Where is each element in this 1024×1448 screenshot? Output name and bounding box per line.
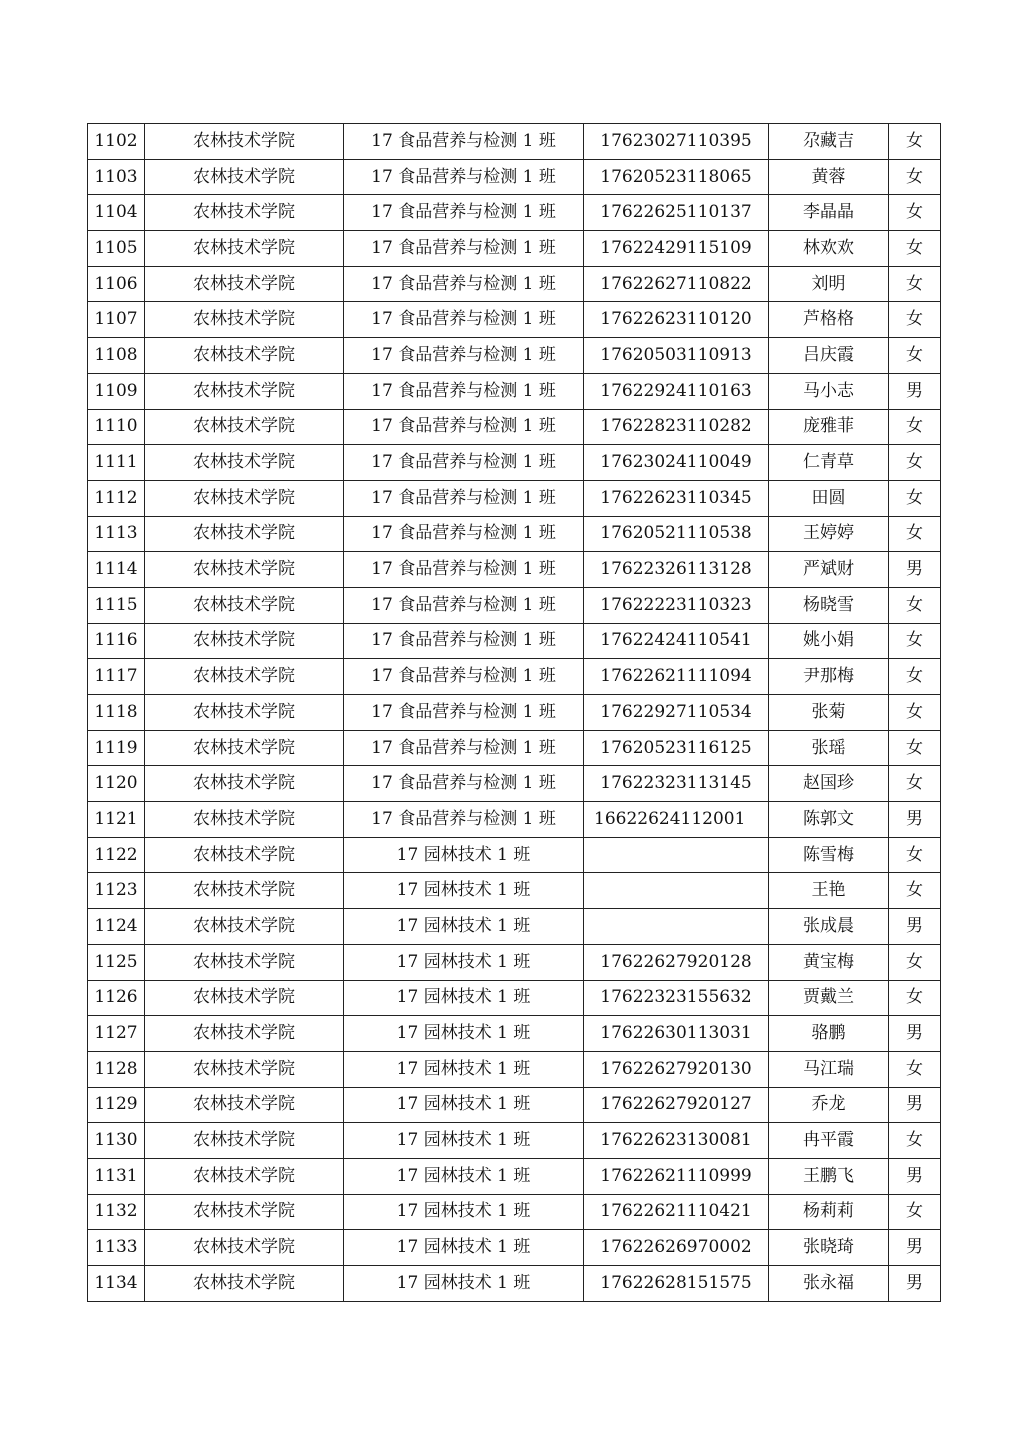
student-name-cell: 李晶晶 — [769, 195, 889, 231]
student-name-cell: 黄宝梅 — [769, 944, 889, 980]
class-cell: 17 食品营养与检测 1 班 — [344, 552, 584, 588]
student-name-cell: 乔龙 — [769, 1087, 889, 1123]
student-id-cell: 17623024110049 — [584, 445, 769, 481]
student-name-cell: 黄蓉 — [769, 159, 889, 195]
seq-cell: 1113 — [88, 516, 145, 552]
seq-cell: 1116 — [88, 623, 145, 659]
student-name-cell: 刘明 — [769, 266, 889, 302]
college-cell: 农林技术学院 — [145, 1158, 344, 1194]
class-cell: 17 园林技术 1 班 — [344, 873, 584, 909]
college-cell: 农林技术学院 — [145, 1194, 344, 1230]
student-name-cell: 张永福 — [769, 1266, 889, 1302]
table-row — [88, 124, 941, 160]
seq-cell: 1119 — [88, 730, 145, 766]
seq-cell: 1106 — [88, 266, 145, 302]
seq-cell: 1120 — [88, 766, 145, 802]
gender-cell: 女 — [889, 730, 941, 766]
student-id-cell: 17622323113145 — [584, 766, 769, 802]
college-cell: 农林技术学院 — [145, 980, 344, 1016]
table-row — [88, 980, 941, 1016]
student-name-cell: 张成晨 — [769, 909, 889, 945]
student-name-cell: 王艳 — [769, 873, 889, 909]
class-cell: 17 食品营养与检测 1 班 — [344, 159, 584, 195]
seq-cell: 1105 — [88, 231, 145, 267]
gender-cell: 女 — [889, 409, 941, 445]
class-cell: 17 园林技术 1 班 — [344, 1087, 584, 1123]
table-row — [88, 766, 941, 802]
table-row — [88, 1158, 941, 1194]
student-name-cell: 贾戴兰 — [769, 980, 889, 1016]
student-name-cell: 吕庆霞 — [769, 338, 889, 374]
seq-cell: 1114 — [88, 552, 145, 588]
college-cell: 农林技术学院 — [145, 516, 344, 552]
roster-table-body — [88, 124, 941, 1302]
college-cell: 农林技术学院 — [145, 302, 344, 338]
seq-cell: 1122 — [88, 837, 145, 873]
table-row — [88, 1051, 941, 1087]
table-row — [88, 623, 941, 659]
student-id-cell: 17622630113031 — [584, 1016, 769, 1052]
class-cell: 17 园林技术 1 班 — [344, 1230, 584, 1266]
class-cell: 17 园林技术 1 班 — [344, 1051, 584, 1087]
seq-cell: 1121 — [88, 802, 145, 838]
table-row — [88, 730, 941, 766]
seq-cell: 1127 — [88, 1016, 145, 1052]
student-id-cell: 17622623110120 — [584, 302, 769, 338]
class-cell: 17 食品营养与检测 1 班 — [344, 659, 584, 695]
table-row — [88, 837, 941, 873]
seq-cell: 1128 — [88, 1051, 145, 1087]
student-id-cell: 17622623130081 — [584, 1123, 769, 1159]
table-row — [88, 1194, 941, 1230]
table-row — [88, 231, 941, 267]
student-id-cell: 17622628151575 — [584, 1266, 769, 1302]
student-name-cell: 杨莉莉 — [769, 1194, 889, 1230]
table-row — [88, 409, 941, 445]
college-cell: 农林技术学院 — [145, 266, 344, 302]
student-name-cell: 陈雪梅 — [769, 837, 889, 873]
class-cell: 17 食品营养与检测 1 班 — [344, 480, 584, 516]
table-row — [88, 302, 941, 338]
table-row — [88, 1123, 941, 1159]
class-cell: 17 园林技术 1 班 — [344, 1194, 584, 1230]
gender-cell: 男 — [889, 1158, 941, 1194]
gender-cell: 女 — [889, 623, 941, 659]
table-row — [88, 338, 941, 374]
class-cell: 17 食品营养与检测 1 班 — [344, 730, 584, 766]
college-cell: 农林技术学院 — [145, 730, 344, 766]
student-id-cell: 17620523116125 — [584, 730, 769, 766]
student-id-cell: 17622323155632 — [584, 980, 769, 1016]
seq-cell: 1103 — [88, 159, 145, 195]
college-cell: 农林技术学院 — [145, 124, 344, 160]
table-row — [88, 480, 941, 516]
table-row — [88, 659, 941, 695]
college-cell: 农林技术学院 — [145, 480, 344, 516]
student-id-cell: 17622627920128 — [584, 944, 769, 980]
seq-cell: 1117 — [88, 659, 145, 695]
student-id-cell: 17622623110345 — [584, 480, 769, 516]
student-name-cell: 芦格格 — [769, 302, 889, 338]
table-row — [88, 195, 941, 231]
gender-cell: 男 — [889, 1266, 941, 1302]
seq-cell: 1111 — [88, 445, 145, 481]
gender-cell: 男 — [889, 909, 941, 945]
student-id-cell: 17622429115109 — [584, 231, 769, 267]
class-cell: 17 食品营养与检测 1 班 — [344, 766, 584, 802]
student-name-cell: 骆鹏 — [769, 1016, 889, 1052]
class-cell: 17 食品营养与检测 1 班 — [344, 124, 584, 160]
seq-cell: 1104 — [88, 195, 145, 231]
college-cell: 农林技术学院 — [145, 1123, 344, 1159]
table-row — [88, 587, 941, 623]
gender-cell: 女 — [889, 338, 941, 374]
gender-cell: 女 — [889, 480, 941, 516]
class-cell: 17 食品营养与检测 1 班 — [344, 373, 584, 409]
seq-cell: 1129 — [88, 1087, 145, 1123]
class-cell: 17 园林技术 1 班 — [344, 944, 584, 980]
college-cell: 农林技术学院 — [145, 552, 344, 588]
gender-cell: 女 — [889, 231, 941, 267]
table-row — [88, 552, 941, 588]
college-cell: 农林技术学院 — [145, 159, 344, 195]
gender-cell: 女 — [889, 302, 941, 338]
student-id-cell — [584, 909, 769, 945]
gender-cell: 女 — [889, 195, 941, 231]
student-id-cell: 17622625110137 — [584, 195, 769, 231]
student-name-cell: 马小志 — [769, 373, 889, 409]
gender-cell: 男 — [889, 1016, 941, 1052]
seq-cell: 1115 — [88, 587, 145, 623]
student-name-cell: 张菊 — [769, 695, 889, 731]
college-cell: 农林技术学院 — [145, 445, 344, 481]
seq-cell: 1131 — [88, 1158, 145, 1194]
student-id-cell: 17622626970002 — [584, 1230, 769, 1266]
college-cell: 农林技术学院 — [145, 195, 344, 231]
student-name-cell: 尕藏吉 — [769, 124, 889, 160]
college-cell: 农林技术学院 — [145, 1230, 344, 1266]
class-cell: 17 园林技术 1 班 — [344, 1158, 584, 1194]
gender-cell: 男 — [889, 1087, 941, 1123]
student-id-cell: 17622924110163 — [584, 373, 769, 409]
gender-cell: 女 — [889, 944, 941, 980]
class-cell: 17 园林技术 1 班 — [344, 1266, 584, 1302]
college-cell: 农林技术学院 — [145, 231, 344, 267]
student-id-cell: 17622627920130 — [584, 1051, 769, 1087]
class-cell: 17 食品营养与检测 1 班 — [344, 516, 584, 552]
table-row — [88, 373, 941, 409]
gender-cell: 女 — [889, 124, 941, 160]
college-cell: 农林技术学院 — [145, 695, 344, 731]
gender-cell: 男 — [889, 373, 941, 409]
seq-cell: 1112 — [88, 480, 145, 516]
table-row — [88, 802, 941, 838]
table-row — [88, 1087, 941, 1123]
class-cell: 17 食品营养与检测 1 班 — [344, 445, 584, 481]
gender-cell: 女 — [889, 1051, 941, 1087]
student-name-cell: 赵国珍 — [769, 766, 889, 802]
table-row — [88, 909, 941, 945]
class-cell: 17 园林技术 1 班 — [344, 1123, 584, 1159]
class-cell: 17 园林技术 1 班 — [344, 980, 584, 1016]
gender-cell: 女 — [889, 873, 941, 909]
class-cell: 17 食品营养与检测 1 班 — [344, 266, 584, 302]
seq-cell: 1126 — [88, 980, 145, 1016]
class-cell: 17 食品营养与检测 1 班 — [344, 623, 584, 659]
college-cell: 农林技术学院 — [145, 944, 344, 980]
college-cell: 农林技术学院 — [145, 338, 344, 374]
seq-cell: 1110 — [88, 409, 145, 445]
table-row — [88, 159, 941, 195]
student-id-cell: 17622621111094 — [584, 659, 769, 695]
student-name-cell: 杨晓雪 — [769, 587, 889, 623]
college-cell: 农林技术学院 — [145, 837, 344, 873]
seq-cell: 1132 — [88, 1194, 145, 1230]
student-name-cell: 仁青草 — [769, 445, 889, 481]
college-cell: 农林技术学院 — [145, 1087, 344, 1123]
student-name-cell: 林欢欢 — [769, 231, 889, 267]
table-row — [88, 944, 941, 980]
class-cell: 17 食品营养与检测 1 班 — [344, 338, 584, 374]
class-cell: 17 食品营养与检测 1 班 — [344, 302, 584, 338]
student-id-cell: 17622326113128 — [584, 552, 769, 588]
class-cell: 17 食品营养与检测 1 班 — [344, 231, 584, 267]
table-row — [88, 1230, 941, 1266]
gender-cell: 女 — [889, 1123, 941, 1159]
student-name-cell: 尹那梅 — [769, 659, 889, 695]
table-row — [88, 695, 941, 731]
college-cell: 农林技术学院 — [145, 766, 344, 802]
seq-cell: 1123 — [88, 873, 145, 909]
student-id-cell: 17622927110534 — [584, 695, 769, 731]
seq-cell: 1118 — [88, 695, 145, 731]
class-cell: 17 食品营养与检测 1 班 — [344, 587, 584, 623]
gender-cell: 女 — [889, 445, 941, 481]
student-id-cell: 17622424110541 — [584, 623, 769, 659]
college-cell: 农林技术学院 — [145, 873, 344, 909]
gender-cell: 女 — [889, 766, 941, 802]
gender-cell: 女 — [889, 837, 941, 873]
class-cell: 17 园林技术 1 班 — [344, 909, 584, 945]
class-cell: 17 园林技术 1 班 — [344, 837, 584, 873]
gender-cell: 女 — [889, 159, 941, 195]
student-id-cell: 17622621110421 — [584, 1194, 769, 1230]
gender-cell: 男 — [889, 802, 941, 838]
seq-cell: 1108 — [88, 338, 145, 374]
gender-cell: 女 — [889, 659, 941, 695]
seq-cell: 1109 — [88, 373, 145, 409]
table-row — [88, 873, 941, 909]
gender-cell: 女 — [889, 587, 941, 623]
college-cell: 农林技术学院 — [145, 587, 344, 623]
college-cell: 农林技术学院 — [145, 802, 344, 838]
student-name-cell: 张晓琦 — [769, 1230, 889, 1266]
student-id-cell: 17622823110282 — [584, 409, 769, 445]
student-roster-table — [87, 123, 941, 1302]
student-id-cell: 17622223110323 — [584, 587, 769, 623]
student-name-cell: 张瑶 — [769, 730, 889, 766]
class-cell: 17 食品营养与检测 1 班 — [344, 195, 584, 231]
student-name-cell: 冉平霞 — [769, 1123, 889, 1159]
seq-cell: 1124 — [88, 909, 145, 945]
seq-cell: 1130 — [88, 1123, 145, 1159]
student-id-cell: 17620521110538 — [584, 516, 769, 552]
table-row — [88, 1016, 941, 1052]
seq-cell: 1102 — [88, 124, 145, 160]
seq-cell: 1134 — [88, 1266, 145, 1302]
table-row — [88, 445, 941, 481]
gender-cell: 男 — [889, 552, 941, 588]
gender-cell: 男 — [889, 1230, 941, 1266]
gender-cell: 女 — [889, 516, 941, 552]
student-name-cell: 田圆 — [769, 480, 889, 516]
student-id-cell: 16622624112001 — [584, 802, 769, 838]
college-cell: 农林技术学院 — [145, 1266, 344, 1302]
student-name-cell: 陈郭文 — [769, 802, 889, 838]
student-id-cell — [584, 873, 769, 909]
student-name-cell: 庞雅菲 — [769, 409, 889, 445]
class-cell: 17 食品营养与检测 1 班 — [344, 802, 584, 838]
student-id-cell: 17620523118065 — [584, 159, 769, 195]
college-cell: 农林技术学院 — [145, 659, 344, 695]
college-cell: 农林技术学院 — [145, 1016, 344, 1052]
student-name-cell: 马江瑞 — [769, 1051, 889, 1087]
class-cell: 17 园林技术 1 班 — [344, 1016, 584, 1052]
student-id-cell: 17622627920127 — [584, 1087, 769, 1123]
student-id-cell: 17622627110822 — [584, 266, 769, 302]
seq-cell: 1125 — [88, 944, 145, 980]
student-name-cell: 严斌财 — [769, 552, 889, 588]
table-row — [88, 516, 941, 552]
gender-cell: 女 — [889, 980, 941, 1016]
college-cell: 农林技术学院 — [145, 409, 344, 445]
gender-cell: 女 — [889, 1194, 941, 1230]
student-id-cell: 17622621110999 — [584, 1158, 769, 1194]
seq-cell: 1133 — [88, 1230, 145, 1266]
seq-cell: 1107 — [88, 302, 145, 338]
college-cell: 农林技术学院 — [145, 373, 344, 409]
gender-cell: 女 — [889, 695, 941, 731]
class-cell: 17 食品营养与检测 1 班 — [344, 409, 584, 445]
student-name-cell: 王鹏飞 — [769, 1158, 889, 1194]
table-row — [88, 1266, 941, 1302]
student-name-cell: 王婷婷 — [769, 516, 889, 552]
college-cell: 农林技术学院 — [145, 623, 344, 659]
student-id-cell: 17623027110395 — [584, 124, 769, 160]
student-name-cell: 姚小娟 — [769, 623, 889, 659]
student-id-cell — [584, 837, 769, 873]
gender-cell: 女 — [889, 266, 941, 302]
table-row — [88, 266, 941, 302]
student-id-cell: 17620503110913 — [584, 338, 769, 374]
college-cell: 农林技术学院 — [145, 1051, 344, 1087]
class-cell: 17 食品营养与检测 1 班 — [344, 695, 584, 731]
college-cell: 农林技术学院 — [145, 909, 344, 945]
